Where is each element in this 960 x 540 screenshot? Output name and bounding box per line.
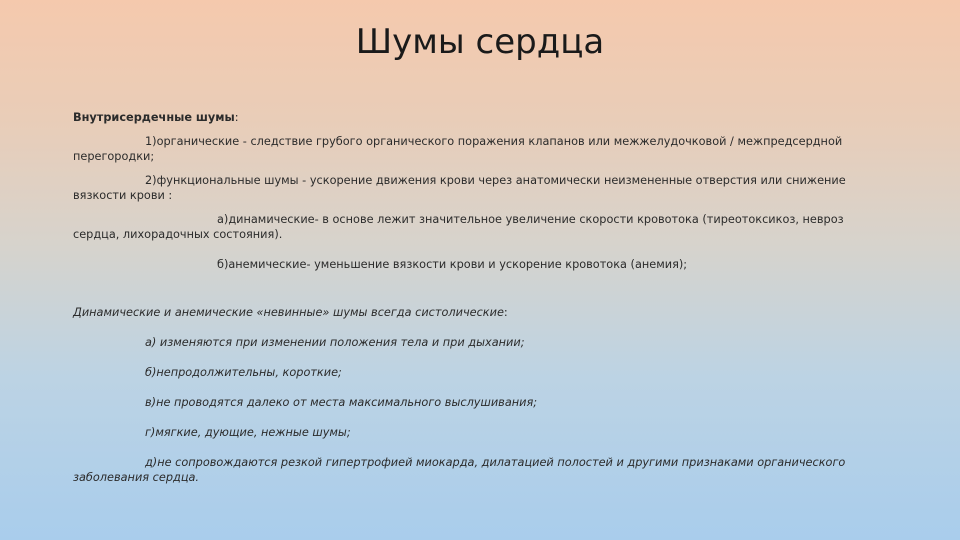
property-item: а) изменяются при изменении положения тела и при дыхании; (145, 336, 525, 349)
italic-heading (73, 305, 873, 320)
property-item: д)не сопровождаются резкой гипертрофией миокарда, дилатацией полостей и другими признаками органического заболевания сердца. (73, 456, 846, 484)
list-item-functional: 2)функциональные шумы - ускорение движения крови через анатомически неизмененные отверстия или снижение вязкости крови : (73, 174, 846, 202)
slide-title: Шумы сердца (355, 22, 605, 62)
list-item-organic: 1)органические - следствие грубого органического поражения клапанов или межжелудочковой / межпредсердной перегородки; (73, 135, 843, 163)
property-item: г)мягкие, дующие, нежные шумы; (145, 426, 351, 439)
property-item: б)непродолжительны, короткие; (145, 366, 342, 379)
property-item: в)не проводятся далеко от места максимального выслушивания; (145, 396, 538, 409)
list-item-dynamic: а)динамические- в основе лежит значительное увеличение скорости кровотока (тиреотоксикоз, невроз сердца, лихорадочных состояния). (73, 213, 844, 241)
section-heading (73, 110, 873, 125)
list-item-anemic: б)анемические- уменьшение вязкости крови и ускорение кровотока (анемия); (217, 258, 688, 271)
section-heading-bold: Внутрисердечные шумы (73, 111, 235, 124)
slide-content (73, 110, 873, 485)
italic-heading-text: Динамические и анемические «невинные» шумы всегда систолические (73, 306, 504, 319)
section-heading-tail: : (234, 111, 239, 124)
italic-heading-tail: : (503, 306, 508, 319)
